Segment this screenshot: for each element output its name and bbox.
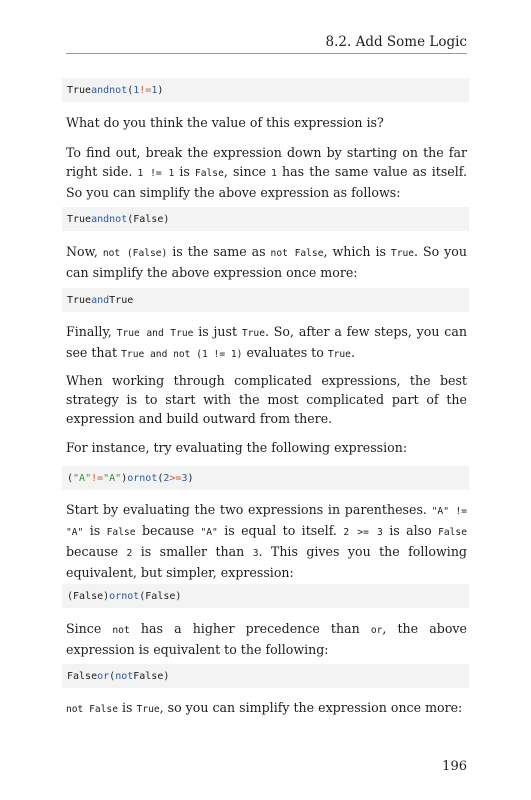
code-token: False bbox=[67, 670, 98, 682]
text-run: is bbox=[179, 164, 190, 179]
text-run: is also bbox=[389, 523, 432, 538]
code-block-3 bbox=[62, 288, 469, 312]
text-run: has a higher precedence than bbox=[140, 621, 360, 636]
code-token: 1 bbox=[133, 84, 140, 96]
text-run: because bbox=[141, 523, 195, 538]
code-token: or bbox=[97, 670, 110, 682]
code-token: False) bbox=[133, 670, 170, 682]
text-run: Start by evaluating the two expressions in parentheses. bbox=[66, 502, 427, 517]
code-block-6 bbox=[62, 664, 469, 688]
inline-code: "A" bbox=[200, 527, 218, 538]
text-run: , since bbox=[223, 164, 267, 179]
page-number: 196 bbox=[442, 759, 467, 774]
code-token: "A" bbox=[103, 472, 122, 484]
code-token: >= bbox=[169, 472, 182, 484]
code-token: (False) bbox=[67, 590, 110, 602]
text-run: , so you can simplify the expression once more: bbox=[159, 700, 463, 715]
code-token: != bbox=[139, 84, 152, 96]
text-run: evaluates to bbox=[246, 345, 324, 360]
paragraph-4 bbox=[66, 322, 467, 364]
inline-code: False bbox=[106, 527, 136, 538]
code-token: and bbox=[91, 84, 110, 96]
code-token: ( bbox=[109, 670, 116, 682]
paragraph-6: For instance, try evaluating the following expression: bbox=[66, 440, 408, 455]
code-token: ) bbox=[157, 84, 164, 96]
code-token: 1 bbox=[151, 84, 158, 96]
code-token: not bbox=[115, 670, 134, 682]
text-run: is just bbox=[198, 324, 238, 339]
text-run: Now, bbox=[66, 244, 98, 259]
inline-code: not False bbox=[66, 704, 118, 715]
paragraph-9 bbox=[66, 698, 467, 719]
text-run: is bbox=[122, 700, 133, 715]
code-token: ) bbox=[121, 472, 128, 484]
code-token: (False) bbox=[127, 213, 170, 225]
inline-code: not bbox=[112, 625, 130, 636]
paragraph-7 bbox=[66, 500, 467, 582]
text-run: . bbox=[350, 345, 355, 360]
code-token: not bbox=[139, 472, 158, 484]
code-token: not bbox=[109, 213, 128, 225]
inline-code: True bbox=[327, 349, 351, 360]
text-run: Since bbox=[66, 621, 102, 636]
inline-code: False bbox=[194, 168, 224, 179]
code-token: ( bbox=[67, 472, 74, 484]
inline-code: 1 != 1 bbox=[137, 168, 175, 179]
code-block-5 bbox=[62, 584, 469, 608]
text-run: . So you can simplify the above expression once more: bbox=[66, 244, 467, 280]
code-token: and bbox=[91, 213, 110, 225]
text-run: , which is bbox=[323, 244, 386, 259]
inline-code: True and not (1 != 1) bbox=[121, 349, 243, 360]
code-token: != bbox=[91, 472, 104, 484]
text-run: is equal to itself. bbox=[224, 523, 337, 538]
inline-code: 2 bbox=[126, 548, 133, 559]
paragraph-3 bbox=[66, 242, 467, 282]
paragraph-1: What do you think the value of this expression is? bbox=[66, 115, 384, 130]
code-token: True bbox=[67, 294, 92, 306]
code-token: and bbox=[91, 294, 110, 306]
code-token: or bbox=[109, 590, 122, 602]
inline-code: or bbox=[370, 625, 383, 636]
text-run: has the same value as itself. So you can simplify the above expression as follows: bbox=[66, 164, 467, 200]
inline-code: not False bbox=[270, 248, 324, 259]
code-token: not bbox=[109, 84, 128, 96]
running-header bbox=[66, 34, 467, 54]
inline-code: 2 >= 3 bbox=[343, 527, 383, 538]
code-token: not bbox=[121, 590, 140, 602]
text-run: . So, after a few steps, you can see that bbox=[66, 324, 467, 360]
paragraph-8 bbox=[66, 619, 467, 659]
text-run: , the above expression is equivalent to the following: bbox=[66, 621, 467, 657]
code-block-4 bbox=[62, 466, 469, 490]
paragraph-2 bbox=[66, 143, 467, 202]
text-run: is the same as bbox=[172, 244, 266, 259]
text-run: . This gives you the following equivalent, but simpler, expression: bbox=[66, 544, 467, 580]
text-run: is bbox=[89, 523, 101, 538]
inline-code: True and True bbox=[116, 328, 194, 339]
text-run: Finally, bbox=[66, 324, 112, 339]
inline-code: True bbox=[241, 328, 265, 339]
code-token: True bbox=[67, 84, 92, 96]
paragraph-5: When working through complicated expressions, the best strategy is to start with the most complicated part of the expression and build outward from there. bbox=[66, 373, 467, 426]
text-run: is smaller than bbox=[140, 544, 245, 559]
code-token: 3 bbox=[181, 472, 188, 484]
code-token: True bbox=[109, 294, 134, 306]
inline-code: 1 bbox=[271, 168, 277, 179]
inline-code: not (False) bbox=[102, 248, 168, 259]
code-token: 2 bbox=[163, 472, 170, 484]
inline-code: "A" != "A" bbox=[66, 506, 467, 538]
code-token: ) bbox=[187, 472, 194, 484]
inline-code: True bbox=[390, 248, 415, 259]
inline-code: True bbox=[136, 704, 160, 715]
code-token: ( bbox=[127, 84, 134, 96]
inline-code: 3 bbox=[252, 548, 259, 559]
code-token: (False) bbox=[139, 590, 182, 602]
code-block-1 bbox=[62, 78, 469, 102]
code-token: True bbox=[67, 213, 92, 225]
section-title: 8.2. Add Some Logic bbox=[325, 34, 467, 50]
text-run: To find out, break the expression down by starting on the far right side. bbox=[66, 145, 467, 179]
code-token: "A" bbox=[73, 472, 92, 484]
code-token: ( bbox=[157, 472, 164, 484]
text-run: because bbox=[66, 544, 119, 559]
inline-code: False bbox=[438, 527, 467, 538]
code-block-2 bbox=[62, 207, 469, 231]
code-token: or bbox=[127, 472, 140, 484]
